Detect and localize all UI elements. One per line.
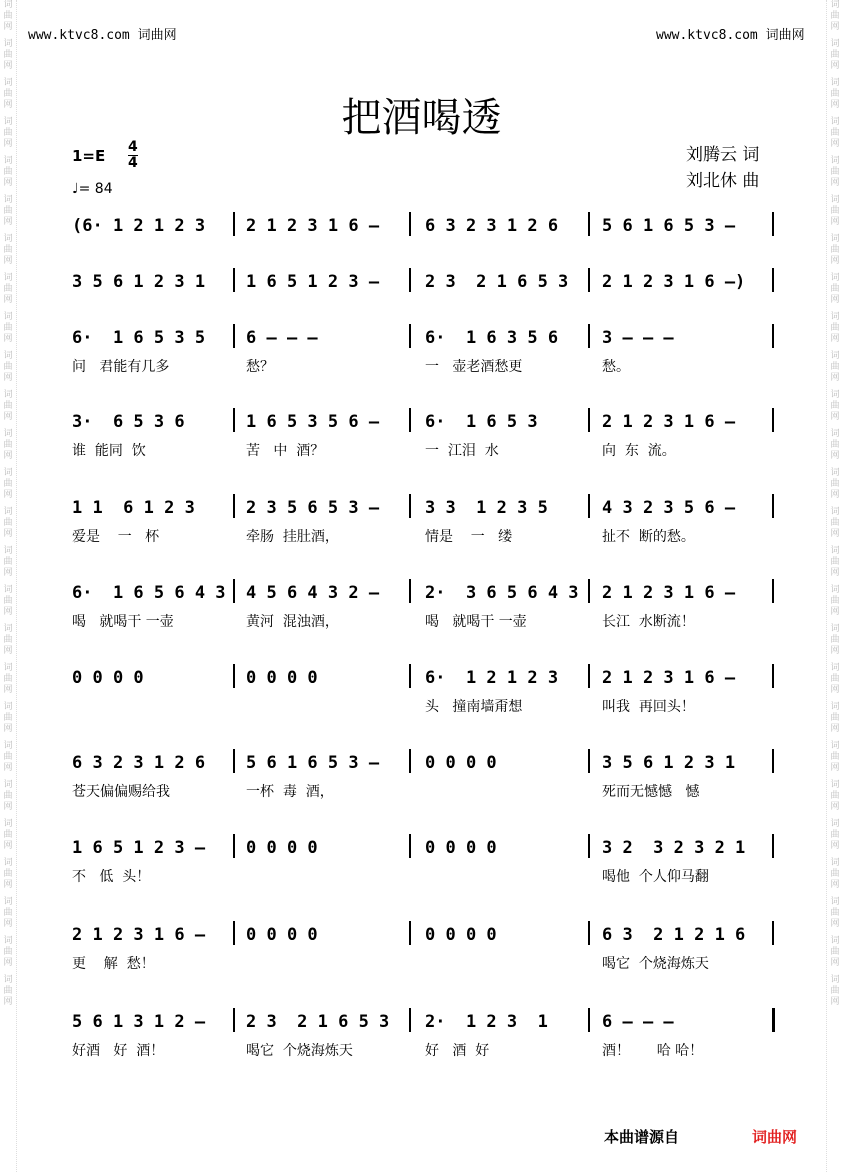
measure-lyrics: 一 壶老酒愁更: [425, 359, 523, 375]
measure-notes: 2 1 2 3 1 6 –: [602, 668, 736, 688]
watermark-text: 词 曲 网: [3, 507, 13, 539]
watermark-text: 词 曲 网: [3, 39, 13, 71]
watermark-text: 词 曲 网: [830, 780, 840, 812]
measure-notes: 2 1 2 3 1 6 –: [602, 583, 736, 603]
measure-notes: 0 0 0 0: [425, 925, 497, 945]
time-sig-bottom: 4: [128, 155, 138, 171]
barline: [772, 1008, 775, 1032]
barline: [409, 834, 411, 858]
measure-notes: 0 0 0 0: [425, 753, 497, 773]
measure-notes: (6· 1 2 1 2 3: [72, 216, 206, 236]
barline: [772, 324, 774, 348]
watermark-text: 词 曲 网: [3, 468, 13, 500]
watermark-text: 词 曲 网: [3, 195, 13, 227]
measure-notes: 0 0 0 0: [246, 838, 318, 858]
barline: [772, 749, 774, 773]
measure-notes: 5 6 1 6 5 3 –: [602, 216, 736, 236]
watermark-text: 词 曲 网: [830, 624, 840, 656]
watermark-text: 词 曲 网: [3, 273, 13, 305]
measure-lyrics: 死而无憾憾 憾: [602, 784, 700, 800]
watermark-text: 词 曲 网: [3, 585, 13, 617]
barline: [588, 1008, 590, 1032]
watermark-text: 词 曲 网: [3, 312, 13, 344]
measure-notes: 1 6 5 3 5 6 –: [246, 412, 380, 432]
barline: [233, 921, 235, 945]
measure-lyrics: 向 东 流。: [602, 443, 676, 459]
measure-notes: 0 0 0 0: [425, 838, 497, 858]
measure-notes: 2 3 2 1 6 5 3: [425, 272, 569, 292]
measure-notes: 2· 1 2 3 1: [425, 1012, 548, 1032]
measure-lyrics: 头 撞南墙甭想: [425, 699, 523, 715]
measure-lyrics: 酒！ 哈 哈！: [602, 1043, 704, 1059]
measure-notes: 6· 1 6 5 6 4 3: [72, 583, 226, 603]
watermark-text: 词 曲 网: [830, 546, 840, 578]
measure-notes: 2 3 5 6 5 3 –: [246, 498, 380, 518]
composer: 刘北休 曲: [686, 171, 760, 191]
measure-lyrics: 黄河 混浊酒，: [246, 614, 339, 630]
watermark-text: 词 曲 网: [830, 468, 840, 500]
watermark-text: 词 曲 网: [830, 117, 840, 149]
measure-notes: 2 1 2 3 1 6 –): [602, 272, 746, 292]
barline: [772, 268, 774, 292]
tempo-marking: ♩= 84: [72, 181, 113, 197]
measure-lyrics: 扯不 断的愁。: [602, 529, 695, 545]
measure-notes: 0 0 0 0: [246, 668, 318, 688]
watermark-text: 词 曲 网: [830, 975, 840, 1007]
watermark-text: 词 曲 网: [830, 897, 840, 929]
watermark-text: 词 曲 网: [3, 741, 13, 773]
measure-lyrics: 情是 一 缕: [425, 529, 513, 545]
watermark-text: 词 曲 网: [3, 351, 13, 383]
barline: [588, 212, 590, 236]
measure-notes: 3 3 1 2 3 5: [425, 498, 548, 518]
watermark-text: 词 曲 网: [3, 0, 13, 32]
measure-lyrics: 长江 水断流！: [602, 614, 695, 630]
measure-lyrics: 一杯 毒 酒，: [246, 784, 334, 800]
measure-notes: 5 6 1 6 5 3 –: [246, 753, 380, 773]
watermark-text: 词 曲 网: [830, 156, 840, 188]
measure-lyrics: 苍天偏偏赐给我: [72, 784, 170, 800]
measure-notes: 0 0 0 0: [246, 925, 318, 945]
watermark-text: 词 曲 网: [3, 780, 13, 812]
barline: [588, 664, 590, 688]
measure-notes: 1 1 6 1 2 3: [72, 498, 195, 518]
watermark-text: 词 曲 网: [3, 78, 13, 110]
time-signature: [128, 140, 138, 171]
barline: [409, 324, 411, 348]
measure-notes: 1 6 5 1 2 3 –: [246, 272, 380, 292]
footer-source: 本曲谱源自: [604, 1128, 680, 1146]
watermark-text: 词 曲 网: [3, 936, 13, 968]
measure-notes: 3 5 6 1 2 3 1: [72, 272, 206, 292]
measure-lyrics: 牵肠 挂肚酒，: [246, 529, 339, 545]
measure-lyrics: 喝他 个人仰马翻: [602, 869, 709, 885]
barline: [409, 579, 411, 603]
watermark-text: 词 曲 网: [3, 663, 13, 695]
barline: [772, 921, 774, 945]
measure-notes: 2· 3 6 5 6 4 3: [425, 583, 579, 603]
measure-lyrics: 苦 中 酒？: [246, 443, 325, 459]
measure-lyrics: 问 君能有几多: [72, 359, 170, 375]
barline: [588, 408, 590, 432]
barline: [588, 921, 590, 945]
watermark-text: 词 曲 网: [830, 585, 840, 617]
watermark-text: 词 曲 网: [830, 195, 840, 227]
measure-notes: 2 1 2 3 1 6 –: [602, 412, 736, 432]
measure-notes: 0 0 0 0: [72, 668, 144, 688]
measure-notes: 6· 1 2 1 2 3: [425, 668, 559, 688]
barline: [409, 1008, 411, 1032]
measure-lyrics: 不 低 头！: [72, 869, 151, 885]
measure-lyrics: 喝 就喝干 一壶: [425, 614, 527, 630]
barline: [772, 212, 774, 236]
measure-notes: 2 1 2 3 1 6 –: [246, 216, 380, 236]
watermark-text: 词 曲 网: [3, 429, 13, 461]
barline: [233, 749, 235, 773]
barline: [409, 664, 411, 688]
watermark-text: 词 曲 网: [3, 390, 13, 422]
measure-notes: 4 3 2 3 5 6 –: [602, 498, 736, 518]
barline: [409, 268, 411, 292]
watermark-text: 词 曲 网: [830, 858, 840, 890]
credits: [686, 142, 759, 194]
watermark-text: 词 曲 网: [830, 741, 840, 773]
measure-notes: 6 3 2 1 2 1 6: [602, 925, 746, 945]
barline: [233, 579, 235, 603]
watermark-text: 词 曲 网: [830, 351, 840, 383]
key-signature: 1=E: [72, 147, 106, 165]
watermark-strip-left: [0, 0, 17, 1172]
measure-notes: 3 5 6 1 2 3 1: [602, 753, 736, 773]
measure-notes: 5 6 1 3 1 2 –: [72, 1012, 206, 1032]
barline: [588, 834, 590, 858]
measure-lyrics: 愁。: [602, 359, 630, 375]
barline: [233, 1008, 235, 1032]
barline: [409, 749, 411, 773]
watermark-text: 词 曲 网: [830, 702, 840, 734]
watermark-text: 词 曲 网: [3, 156, 13, 188]
barline: [233, 324, 235, 348]
barline: [772, 834, 774, 858]
barline: [233, 408, 235, 432]
measure-lyrics: 更 解 愁！: [72, 956, 155, 972]
barline: [588, 268, 590, 292]
measure-lyrics: 叫我 再回头！: [602, 699, 695, 715]
header-site-left: www.ktvc8.com 词曲网: [28, 28, 177, 43]
watermark-text: 词 曲 网: [830, 819, 840, 851]
watermark-text: 词 曲 网: [3, 546, 13, 578]
barline: [233, 212, 235, 236]
barline: [409, 494, 411, 518]
watermark-text: 词 曲 网: [3, 819, 13, 851]
time-sig-top: 4: [128, 139, 138, 155]
measure-notes: 3 2 3 2 3 2 1: [602, 838, 746, 858]
measure-notes: 2 1 2 3 1 6 –: [72, 925, 206, 945]
watermark-text: 词 曲 网: [830, 507, 840, 539]
watermark-text: 词 曲 网: [830, 390, 840, 422]
measure-notes: 6· 1 6 3 5 6: [425, 328, 559, 348]
barline: [588, 494, 590, 518]
barline: [409, 921, 411, 945]
measure-notes: 6 – – –: [602, 1012, 674, 1032]
measure-notes: 6· 1 6 5 3: [425, 412, 538, 432]
barline: [772, 579, 774, 603]
barline: [233, 268, 235, 292]
barline: [772, 494, 774, 518]
watermark-text: 词 曲 网: [3, 624, 13, 656]
measure-lyrics: 爱是 一 杯: [72, 529, 160, 545]
watermark-text: 词 曲 网: [830, 273, 840, 305]
watermark-text: 词 曲 网: [3, 975, 13, 1007]
measure-lyrics: 一 江泪 水: [425, 443, 499, 459]
footer-brand-logo: 词曲网: [752, 1128, 798, 1146]
watermark-text: 词 曲 网: [830, 936, 840, 968]
measure-notes: 6 3 2 3 1 2 6: [425, 216, 559, 236]
watermark-text: 词 曲 网: [830, 234, 840, 266]
measure-notes: 6· 1 6 5 3 5: [72, 328, 206, 348]
barline: [409, 408, 411, 432]
watermark-text: 词 曲 网: [830, 663, 840, 695]
measure-notes: 6 3 2 3 1 2 6: [72, 753, 206, 773]
measure-lyrics: 谁 能同 饮: [72, 443, 146, 459]
barline: [588, 324, 590, 348]
barline: [772, 408, 774, 432]
measure-lyrics: 愁？: [246, 359, 274, 375]
watermark-text: 词 曲 网: [830, 312, 840, 344]
watermark-text: 词 曲 网: [3, 234, 13, 266]
barline: [233, 834, 235, 858]
measure-notes: 3 – – –: [602, 328, 674, 348]
barline: [588, 749, 590, 773]
measure-lyrics: 喝 就喝干 一壶: [72, 614, 174, 630]
watermark-text: 词 曲 网: [3, 858, 13, 890]
watermark-text: 词 曲 网: [830, 0, 840, 32]
watermark-text: 词 曲 网: [830, 39, 840, 71]
measure-notes: 1 6 5 1 2 3 –: [72, 838, 206, 858]
measure-notes: 6 – – –: [246, 328, 318, 348]
watermark-text: 词 曲 网: [3, 702, 13, 734]
barline: [772, 664, 774, 688]
measure-notes: 2 3 2 1 6 5 3: [246, 1012, 390, 1032]
measure-lyrics: 好酒 好 酒！: [72, 1043, 165, 1059]
barline: [233, 494, 235, 518]
song-title: 把酒喝透: [341, 95, 502, 141]
measure-lyrics: 喝它 个烧海炼天: [246, 1043, 353, 1059]
measure-notes: 4 5 6 4 3 2 –: [246, 583, 380, 603]
barline: [409, 212, 411, 236]
measure-lyrics: 喝它 个烧海炼天: [602, 956, 709, 972]
watermark-strip-right: [826, 0, 843, 1172]
header-site-right: www.ktvc8.com 词曲网: [656, 28, 805, 43]
watermark-text: 词 曲 网: [3, 897, 13, 929]
watermark-text: 词 曲 网: [3, 117, 13, 149]
barline: [588, 579, 590, 603]
lyricist: 刘腾云 词: [686, 145, 760, 165]
watermark-text: 词 曲 网: [830, 429, 840, 461]
barline: [233, 664, 235, 688]
watermark-text: 词 曲 网: [830, 78, 840, 110]
measure-lyrics: 好 酒 好: [425, 1043, 490, 1059]
measure-notes: 3· 6 5 3 6: [72, 412, 185, 432]
